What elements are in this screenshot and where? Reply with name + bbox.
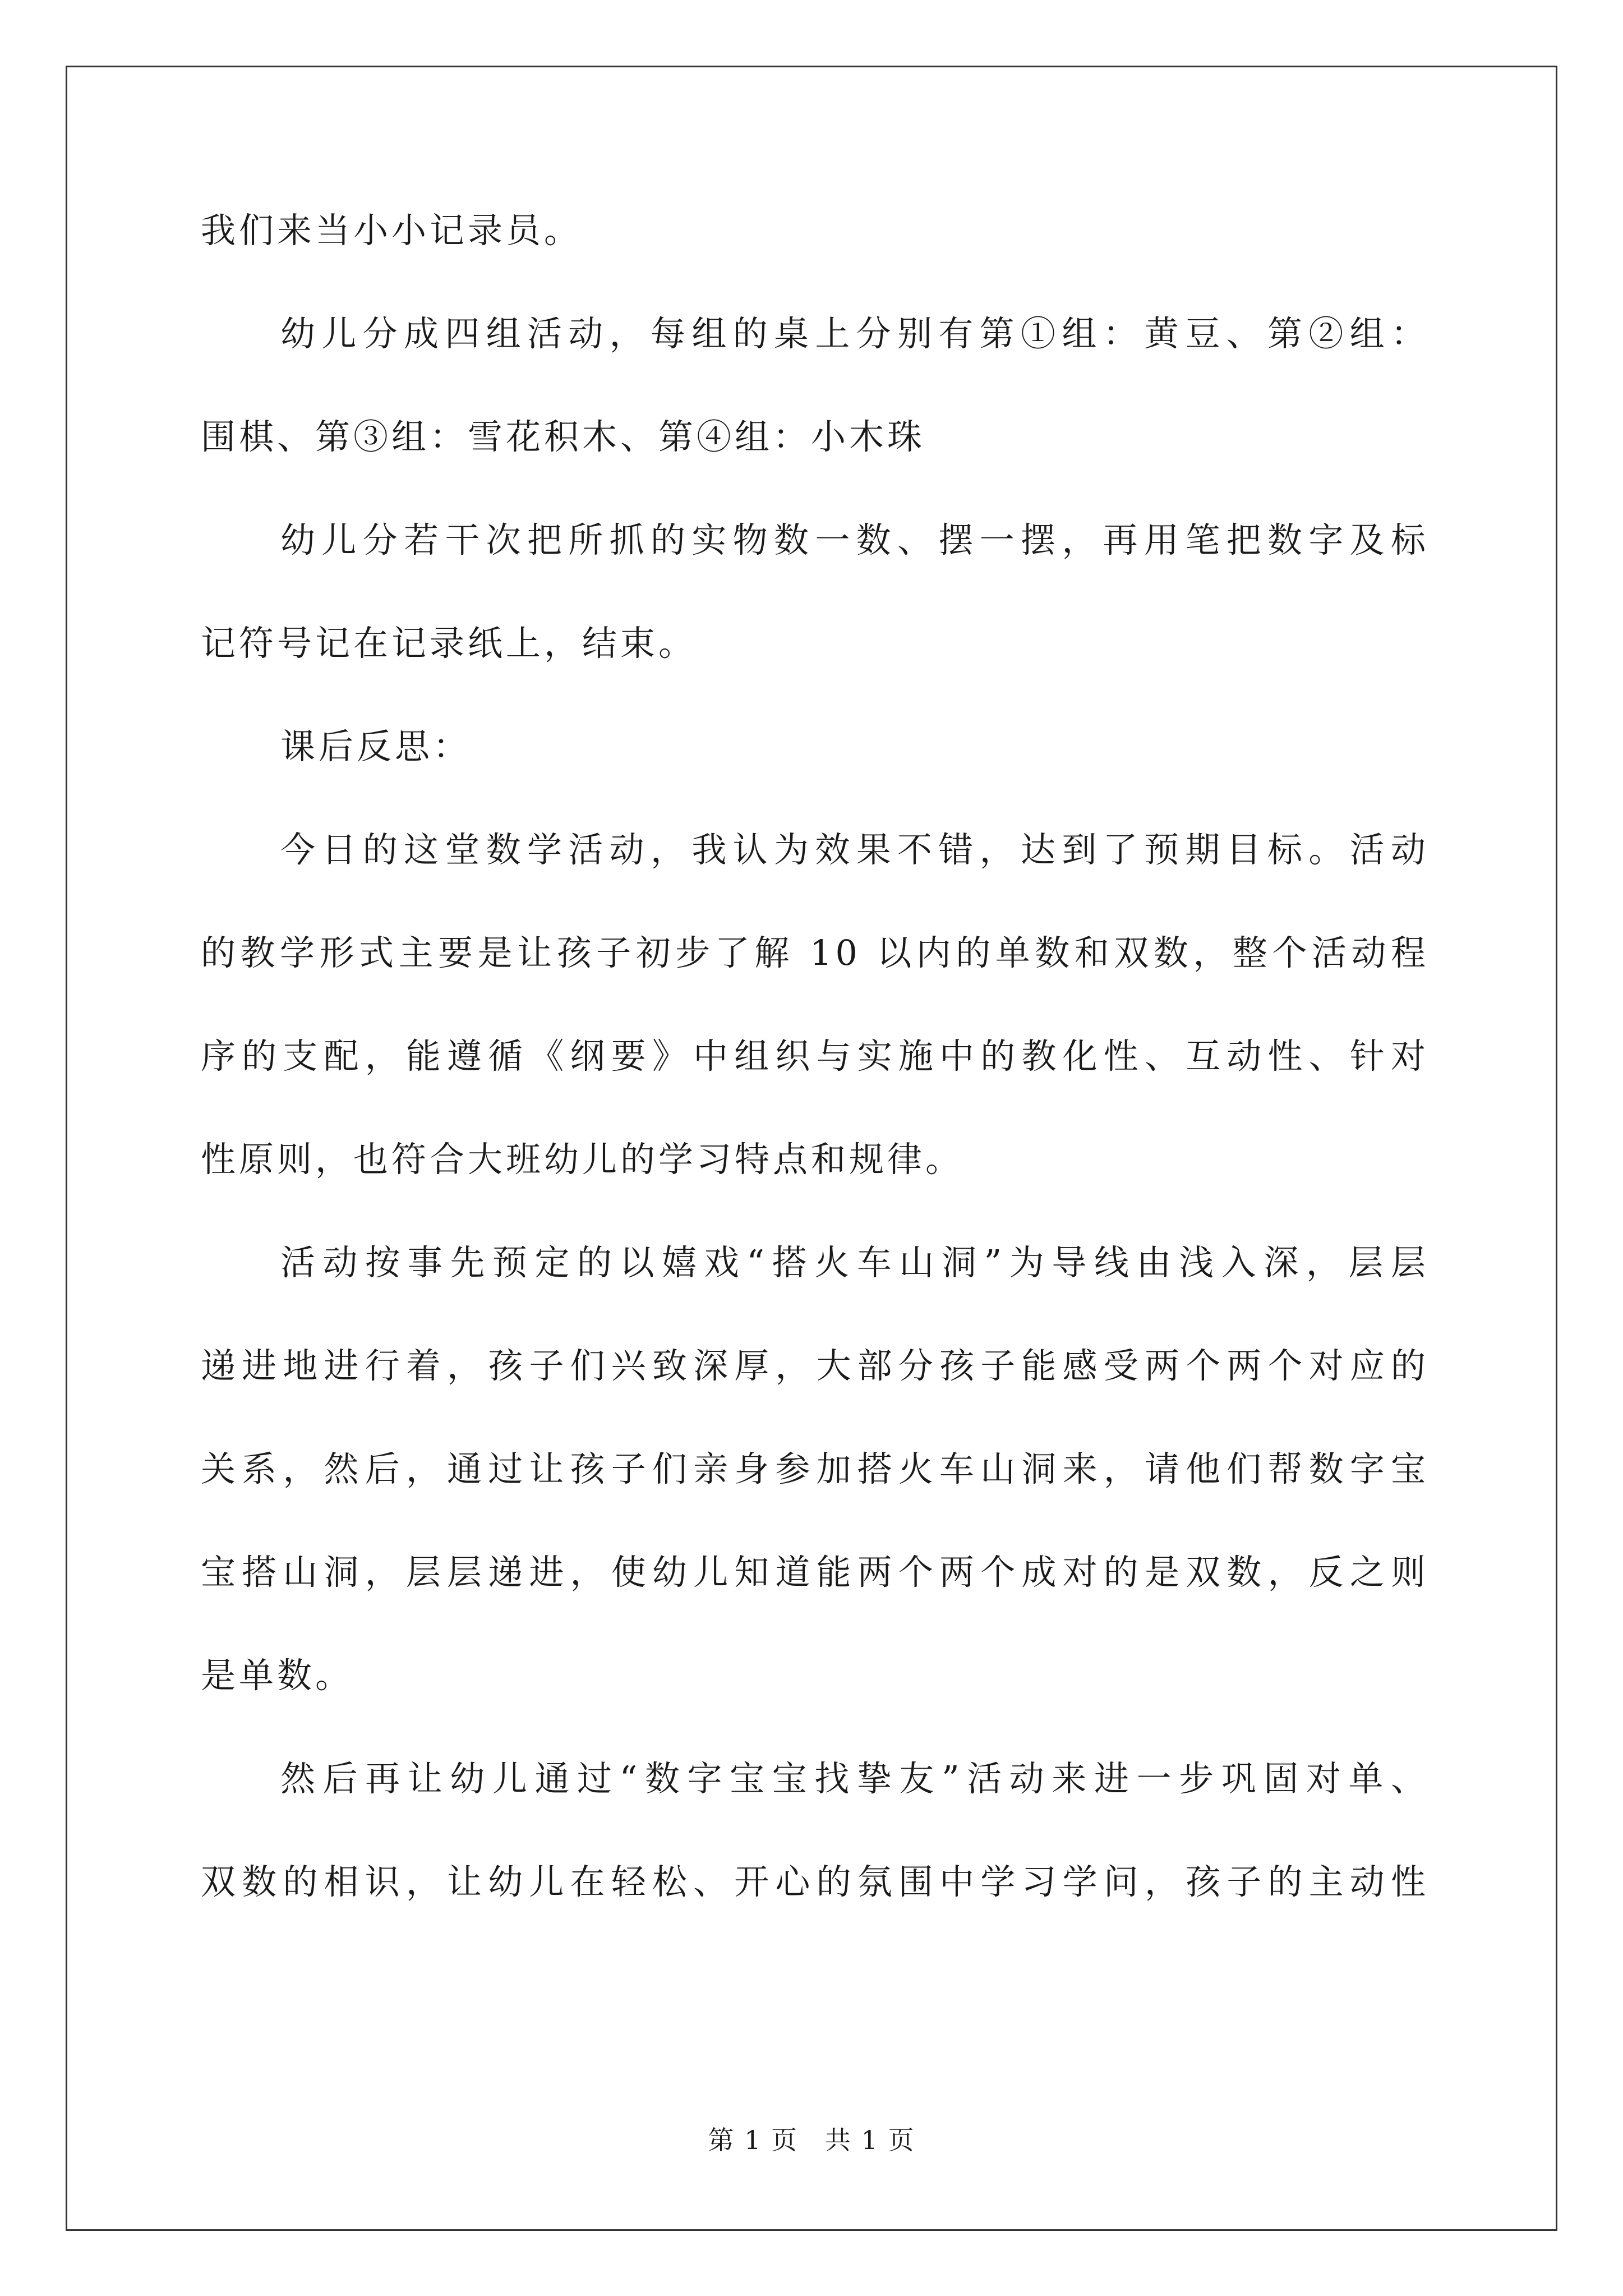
paragraph-line: 递进地进行着，孩子们兴致深厚，大部分孩子能感受两个两个对应的 bbox=[201, 1345, 1429, 1386]
paragraph-line: 关系，然后，通过让孩子们亲身参加搭火车山洞来，请他们帮数字宝 bbox=[201, 1448, 1429, 1489]
paragraph-line: 记符号记在记录纸上，结束。 bbox=[201, 623, 697, 664]
page-number-footer: 第 1 页 共 1 页 bbox=[708, 2125, 915, 2155]
paragraph-line: 今日的这堂数学活动，我认为效果不错，达到了预期目标。活动 bbox=[280, 829, 1429, 870]
paragraph-line: 围棋、第③组：雪花积木、第④组：小木珠 bbox=[201, 416, 926, 457]
paragraph-line: 活动按事先预定的以嬉戏“搭火车山洞”为导线由浅入深，层层 bbox=[280, 1242, 1429, 1283]
paragraph-line: 宝搭山洞，层层递进，使幼儿知道能两个两个成对的是双数，反之则 bbox=[201, 1552, 1429, 1593]
section-heading: 课后反思： bbox=[280, 726, 472, 767]
paragraph-line: 双数的相识，让幼儿在轻松、开心的氛围中学习学问，孩子的主动性 bbox=[201, 1861, 1429, 1902]
paragraph-line: 幼儿分若干次把所抓的实物数一数、摆一摆，再用笔把数字及标 bbox=[280, 519, 1429, 560]
paragraph-line: 我们来当小小记录员。 bbox=[201, 210, 583, 251]
paragraph-line: 性原则，也符合大班幼儿的学习特点和规律。 bbox=[201, 1139, 964, 1180]
paragraph-line: 序的支配，能遵循《纲要》中组织与实施中的教化性、互动性、针对 bbox=[201, 1036, 1429, 1076]
document-body bbox=[201, 210, 1429, 1968]
paragraph-line: 的教学形式主要是让孩子初步了解 10 以内的单数和双数，整个活动程 bbox=[201, 932, 1429, 973]
paragraph-line: 幼儿分成四组活动，每组的桌上分别有第①组：黄豆、第②组： bbox=[280, 313, 1429, 354]
paragraph-line: 然后再让幼儿通过“数字宝宝找挚友”活动来进一步巩固对单、 bbox=[280, 1758, 1429, 1799]
paragraph-line: 是单数。 bbox=[201, 1655, 354, 1696]
